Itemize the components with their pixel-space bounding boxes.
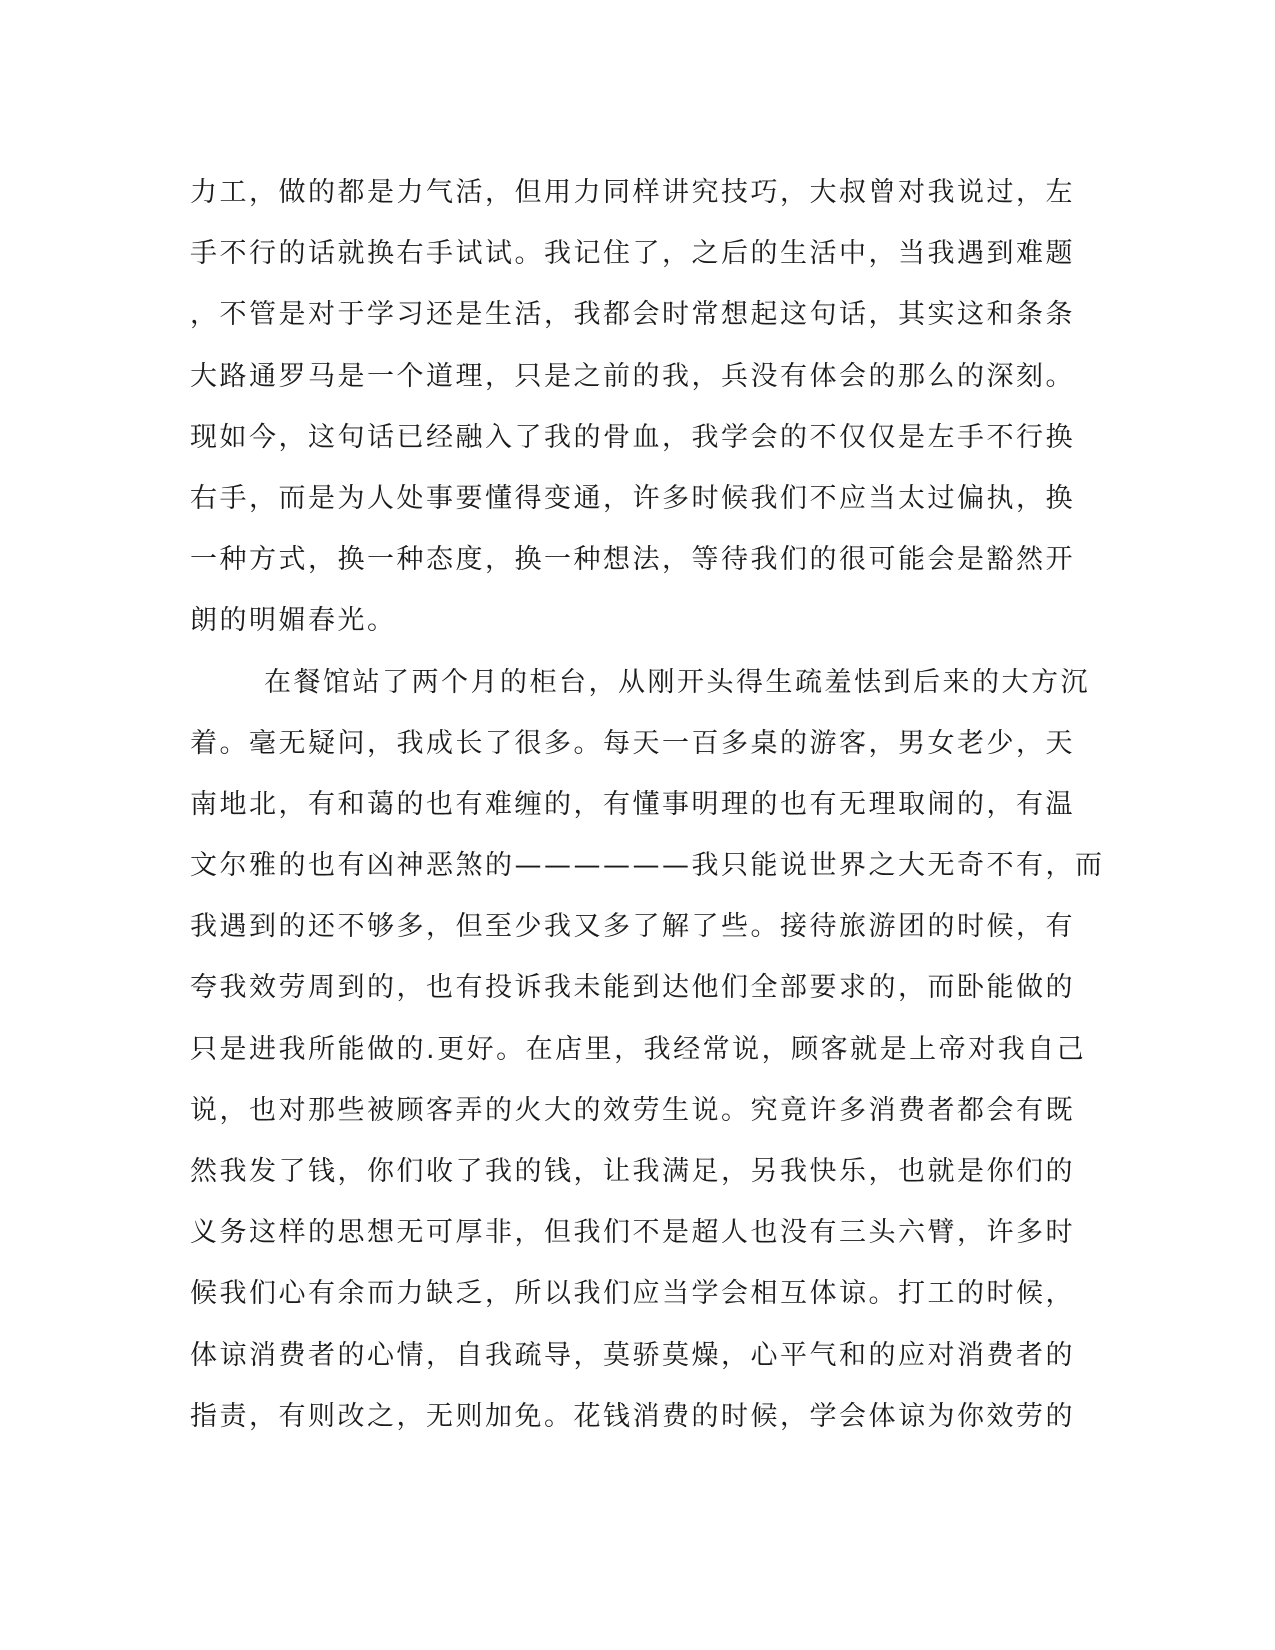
text-line: 文尔雅的也有凶神恶煞的——————我只能说世界之大无奇不有，而 — [190, 850, 1105, 882]
text-line: 手不行的话就换右手试试。我记住了，之后的生活中，当我遇到难题 — [190, 238, 1075, 270]
text-line: 义务这样的思想无可厚非，但我们不是超人也没有三头六臂，许多时 — [190, 1217, 1075, 1249]
text-line: 体谅消费者的心情，自我疏导，莫骄莫燥，心平气和的应对消费者的 — [190, 1339, 1075, 1371]
text-line: 南地北，有和蔼的也有难缠的，有懂事明理的也有无理取闹的，有温 — [190, 788, 1075, 820]
text-line: 指责，有则改之，无则加免。花钱消费的时候，学会体谅为你效劳的 — [190, 1400, 1075, 1432]
text-line: ，不管是对于学习还是生活，我都会时常想起这句话，其实这和条条 — [190, 299, 1075, 331]
text-line: 候我们心有余而力缺乏，所以我们应当学会相互体谅。打工的时候， — [190, 1278, 1075, 1310]
text-line: 我遇到的还不够多，但至少我又多了解了些。接待旅游团的时候，有 — [190, 911, 1075, 943]
text-line: 说，也对那些被顾客弄的火大的效劳生说。究竟许多消费者都会有既 — [190, 1094, 1075, 1126]
text-line: 现如今，这句话已经融入了我的骨血，我学会的不仅仅是左手不行换 — [190, 421, 1075, 453]
text-line: 然我发了钱，你们收了我的钱，让我满足，另我快乐，也就是你们的 — [190, 1156, 1075, 1187]
text-line: 夸我效劳周到的，也有投诉我未能到达他们全部要求的，而卧能做的 — [190, 972, 1075, 1004]
text-line: 大路通罗马是一个道理，只是之前的我，兵没有体会的那么的深刻。 — [190, 360, 1075, 392]
text-line: 一种方式，换一种态度，换一种想法，等待我们的很可能会是豁然开 — [190, 544, 1075, 576]
paragraph-start-line: 在餐馆站了两个月的柜台，从刚开头得生疏羞怯到后来的大方沉 — [264, 666, 1090, 698]
text-line: 朗的明媚春光。 — [190, 605, 397, 637]
text-line: 只是进我所能做的.更好。在店里，我经常说，顾客就是上帝对我自己 — [190, 1033, 1087, 1065]
text-line: 力工，做的都是力气活，但用力同样讲究技巧，大叔曾对我说过，左 — [190, 177, 1075, 208]
text-line: 右手，而是为人处事要懂得变通，许多时候我们不应当太过偏执，换 — [190, 482, 1075, 514]
body-text — [190, 162, 1105, 1447]
text-line: 着。毫无疑问，我成长了很多。每天一百多桌的游客，男女老少，天 — [190, 727, 1075, 759]
